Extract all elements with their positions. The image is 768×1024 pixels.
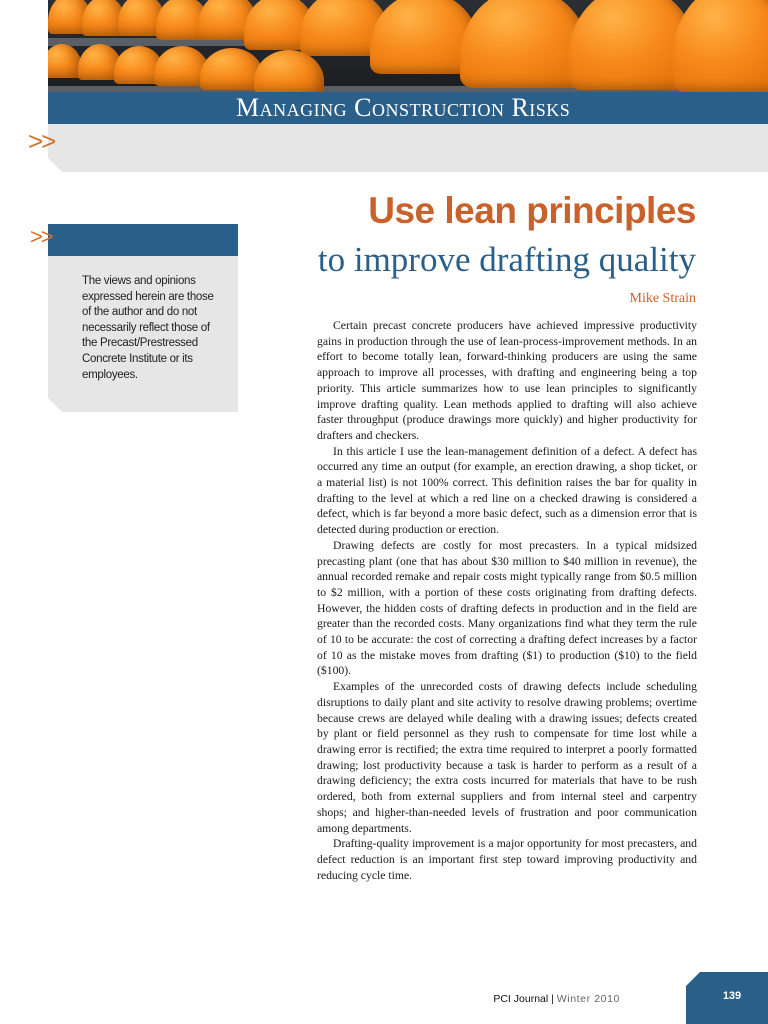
article-body bbox=[317, 318, 697, 883]
article-paragraph: Drawing defects are costly for most precasters. In a typical midsized precasting plant (one that has about $30 million to $40 million in revenue), the annual recorded remake and repair costs might typically range from $0.5 million to $2 million, with a portion of these costs originating from drafting defects. However, the hidden costs of drafting defects in production and in the field are greater than the recorded costs. Many organizations find what they term the rule of 10 to be accurate: the cost of correcting a drafting defect increases by a factor of 10 as the mistake moves from drafting ($1) to production ($10) to the field ($100). bbox=[317, 538, 697, 678]
article-headline: Use lean principles bbox=[368, 190, 696, 231]
article-subhead: to improve drafting quality bbox=[317, 240, 696, 279]
article-paragraph: In this article I use the lean-management definition of a defect. A defect has occurred any time an output (for example, an erection drawing, a shop ticket, or a material list) is not 100% correct. This definition raises the bar for quality in drafting to the level at which a red line on a checked drawing is considered a defect, which is far beyond a more basic defect, such as a dimension error that is detected during production or erection. bbox=[317, 444, 697, 537]
chevron-marker-icon: >> bbox=[28, 126, 55, 156]
journal-name: PCI Journal bbox=[493, 993, 549, 1005]
footer-separator: | bbox=[551, 993, 554, 1005]
disclaimer-text: The views and opinions expressed herein are those of the author and do not necessarily reflect those of the Precast/Prestressed Concrete Institute or its employees. bbox=[82, 275, 214, 381]
issue-label: Winter 2010 bbox=[556, 993, 620, 1005]
section-title: Managing Construction Risks bbox=[236, 93, 571, 122]
footer-journal bbox=[493, 993, 620, 1005]
article-paragraph: Drafting-quality improvement is a major opportunity for most precasters, and defect reduction is an important first step toward improving productivity and reducing cycle time. bbox=[317, 837, 697, 882]
article-paragraph: Certain precast concrete producers have achieved impressive productivity gains in production through the use of lean-process-improvement methods. In an effort to become totally lean, forward-thinking producers are using the same approach to improve all processes, with drafting and engineering being a top priority. This article summarizes how to use lean principles to significantly improve drafting quality. Lean methods applied to drafting will also achieve faster throughput (produce drawings more quickly) and higher productivity for drafters and checkers. bbox=[317, 319, 697, 442]
section-band bbox=[48, 124, 768, 172]
hero-image bbox=[48, 0, 768, 96]
sidebar-header-bar bbox=[48, 224, 238, 256]
sidebar-chevron-icon: >> bbox=[30, 224, 52, 249]
page-number: 139 bbox=[722, 990, 742, 1002]
article-paragraph: Examples of the unrecorded costs of drawing defects include scheduling disruptions to daily plant and site activity to resolve drawing problems; overtime because crews are delayed while dealing with a drawing issues; defects created by plant or field personnel as they rush to compensate for time lost while a drawing error is rectified; the extra time required to interpret a poorly formatted drawing; lost productivity because a task is harder to perform as a result of a drawing deficiency; the extra costs incurred for materials that have to be rush ordered, both from external suppliers and from internal steel and carpentry shops; and higher-than-needed levels of frustration and poor communication among departments. bbox=[317, 680, 697, 835]
author-byline: Mike Strain bbox=[629, 291, 696, 306]
